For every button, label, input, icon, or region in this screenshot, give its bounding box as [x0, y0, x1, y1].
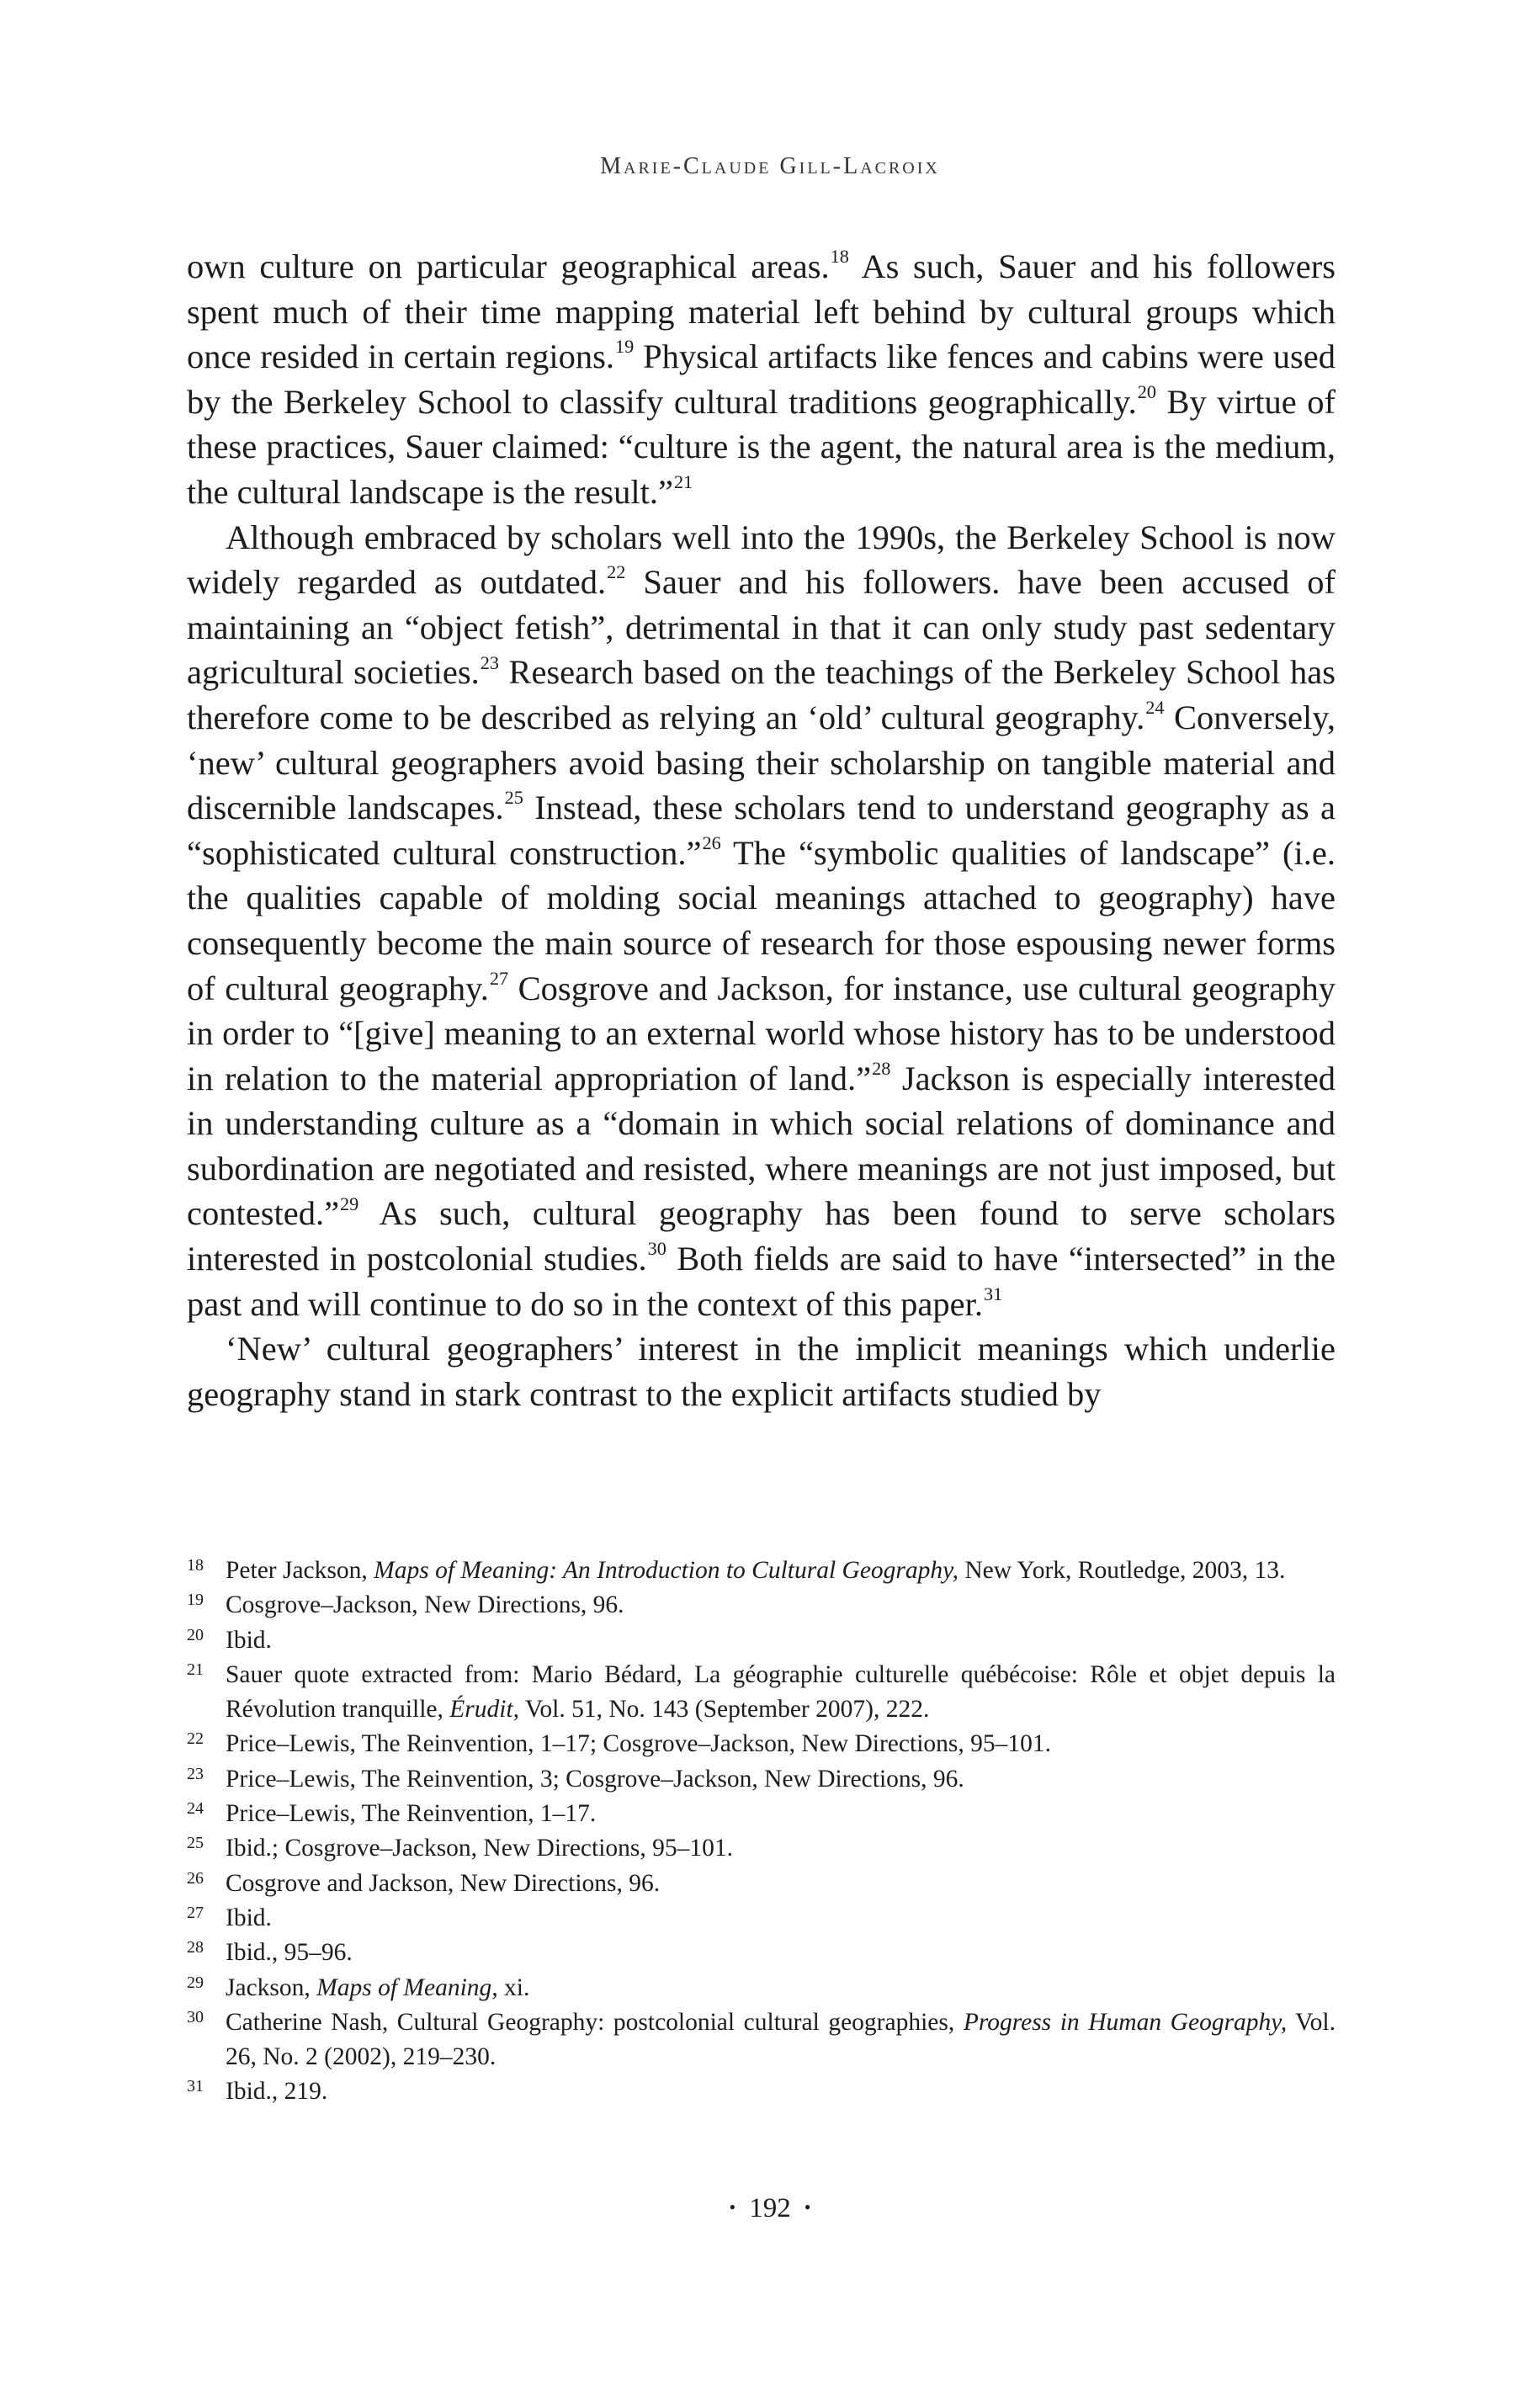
text-run: Cosgrove and Jackson, for instance, use cultural geography in order to “[give] meaning to an external world whose history has to be understood in relation to the material appropriation of land.”	[187, 969, 1336, 1097]
footnote-number: 20	[187, 1625, 204, 1644]
footnote-text: Ibid., 95–96.	[226, 1939, 353, 1967]
footnote-number: 25	[187, 1834, 204, 1853]
text-run: As such, Sauer and his followers spent much of their time mapping material left behind by cultural groups which once resided in certain regions.	[187, 247, 1336, 376]
footnote	[187, 1831, 1336, 1866]
footnote-ref[interactable]: 19	[614, 336, 635, 358]
footnote	[187, 1554, 1336, 1588]
footnote-text: Ibid., 219.	[226, 2078, 328, 2106]
footnote	[187, 1867, 1336, 1901]
page-number: 192	[749, 2193, 791, 2223]
body-text	[187, 244, 1336, 1416]
text-run: The “symbolic qualities of landscape” (i.e. the qualities capable of molding social meanings attached to geography) have consequently become the main source of research for those espousing newer forms of cultural geography.	[187, 833, 1336, 1007]
text-run: Sauer quote extracted from: Mario Bédard, La géographie culturelle québécoise: Rôle et objet depuis la Révolution tranquille,	[226, 1660, 1336, 1724]
text-run: Instead, these scholars tend to understand geography as a “sophisticated cultural construction.”	[187, 789, 1336, 872]
footnote-number: 28	[187, 1938, 204, 1957]
work-title: Érudit,	[449, 1696, 520, 1724]
footnote	[187, 1797, 1336, 1831]
text-run: ‘New’ cultural geographers’ interest in the implicit meanings which underlie geography stand in stark contrast to the explicit artifacts studied by	[187, 1330, 1336, 1413]
footnote-number: 19	[187, 1591, 204, 1610]
text-run: Research based on the teachings of the Berkeley School has therefore come to be described as relying an ‘old’ cultural geography.	[187, 653, 1336, 736]
text-run: Sauer and his followers. have been accused of maintaining an “object fetish”, detrimental in that it can only study past sedentary agricultural societies.	[187, 563, 1336, 692]
text-run: Vol. 26, No. 2 (2002), 219–230.	[226, 2008, 1336, 2071]
footnote-number: 30	[187, 2007, 204, 2026]
footnote-text	[226, 1658, 1336, 1728]
text-run: Conversely, ‘new’ cultural geographers avoid basing their scholarship on tangible material and discernible landscapes.	[187, 698, 1336, 827]
text-run: As such, cultural geography has been found to serve scholars interested in postcolonial studies.	[187, 1194, 1336, 1278]
footnote-text: Cosgrove and Jackson, New Directions, 96.	[226, 1869, 661, 1897]
footnote-ref[interactable]: 18	[830, 246, 849, 268]
footnote	[187, 2005, 1336, 2075]
footnote-number: 21	[187, 1660, 204, 1679]
footnote-ref[interactable]: 29	[340, 1192, 359, 1214]
footnote-ref[interactable]: 31	[983, 1283, 1003, 1304]
footnote-number: 18	[187, 1556, 204, 1575]
text-run: Peter Jackson,	[226, 1557, 374, 1584]
footnote-number: 22	[187, 1729, 204, 1749]
footnote-number: 26	[187, 1868, 204, 1888]
footnote-ref[interactable]: 22	[607, 561, 626, 583]
paragraph	[187, 515, 1336, 1327]
footnote-number: 23	[187, 1764, 204, 1783]
footnote	[187, 1936, 1336, 1970]
text-run: Catherine Nash, Cultural Geography: postcolonial cultural geographies,	[226, 2008, 964, 2036]
footnote-number: 24	[187, 1799, 204, 1819]
bullet-left: •	[729, 2196, 736, 2218]
footnote-text	[226, 1554, 1336, 1588]
text-run: Both fields are said to have “intersected” in the past and will continue to do so in the context of this paper.	[187, 1240, 1336, 1323]
page-footer	[0, 2193, 1540, 2224]
footnote-number: 31	[187, 2077, 204, 2096]
footnote-ref[interactable]: 20	[1137, 380, 1157, 402]
footnote	[187, 1901, 1336, 1936]
text-run: Although embraced by scholars well into the 1990s, the Berkeley School is now widely regarded as outdated.	[187, 518, 1336, 602]
work-title: Progress in Human Geography,	[963, 2008, 1288, 2036]
footnote	[187, 1658, 1336, 1728]
text-run: xi.	[497, 1973, 530, 2001]
text-run: Jackson,	[226, 1973, 317, 2001]
footnote-text: Price–Lewis, The Reinvention, 3; Cosgrove–Jackson, New Directions, 96.	[226, 1765, 964, 1793]
footnote-text: Ibid.	[226, 1626, 272, 1654]
footnotes	[187, 1554, 1336, 2110]
footnote	[187, 1588, 1336, 1623]
footnote-ref[interactable]: 24	[1145, 697, 1165, 719]
footnote-text: Price–Lewis, The Reinvention, 1–17; Cosgrove–Jackson, New Directions, 95–101.	[226, 1730, 1051, 1758]
text-run: Vol. 51, No. 143 (September 2007), 222.	[519, 1696, 930, 1724]
paragraph	[187, 1326, 1336, 1416]
footnote-text: Price–Lewis, The Reinvention, 1–17.	[226, 1800, 597, 1828]
footnote-text: Ibid.; Cosgrove–Jackson, New Directions, 95–101.	[226, 1835, 734, 1862]
running-header: Marie-Claude Gill-Lacroix	[600, 153, 940, 179]
footnote	[187, 1762, 1336, 1797]
footnote-ref[interactable]: 26	[702, 831, 721, 853]
footnote-text	[226, 2005, 1336, 2075]
footnote-ref[interactable]: 27	[489, 967, 509, 989]
text-run: Physical artifacts like fences and cabins were used by the Berkeley School to classify cultural traditions geographically.	[187, 337, 1336, 421]
footnote-ref[interactable]: 21	[674, 471, 693, 493]
footnote-ref[interactable]: 30	[647, 1238, 666, 1260]
paragraph	[187, 244, 1336, 515]
footnote-number: 29	[187, 1973, 204, 1992]
footnote-text: Ibid.	[226, 1904, 272, 1931]
footnote-text: Cosgrove–Jackson, New Directions, 96.	[226, 1591, 624, 1619]
footnote	[187, 1727, 1336, 1761]
text-run: By virtue of these practices, Sauer claimed: “culture is the agent, the natural area is the medium, the cultural landscape is the result.”	[187, 382, 1336, 511]
footnote	[187, 1971, 1336, 2005]
footnote	[187, 1623, 1336, 1658]
footnote-text	[226, 1971, 1336, 2005]
work-title: Maps of Meaning: An Introduction to Cultural Geography,	[374, 1557, 959, 1584]
footnote-ref[interactable]: 25	[504, 787, 523, 809]
text-run: Jackson is especially interested in understanding culture as a “domain in which social relations of dominance and subordination are negotiated and resisted, where meanings are not just imposed, but contested.”	[187, 1059, 1336, 1233]
footnote-number: 27	[187, 1903, 204, 1922]
footnote	[187, 2074, 1336, 2109]
footnote-ref[interactable]: 28	[872, 1057, 891, 1079]
text-run: New York, Routledge, 2003, 13.	[959, 1557, 1286, 1584]
text-run: own culture on particular geographical areas.	[187, 247, 830, 285]
bullet-right: •	[804, 2196, 811, 2218]
footnote-ref[interactable]: 23	[480, 651, 499, 673]
work-title: Maps of Meaning,	[316, 1973, 498, 2001]
